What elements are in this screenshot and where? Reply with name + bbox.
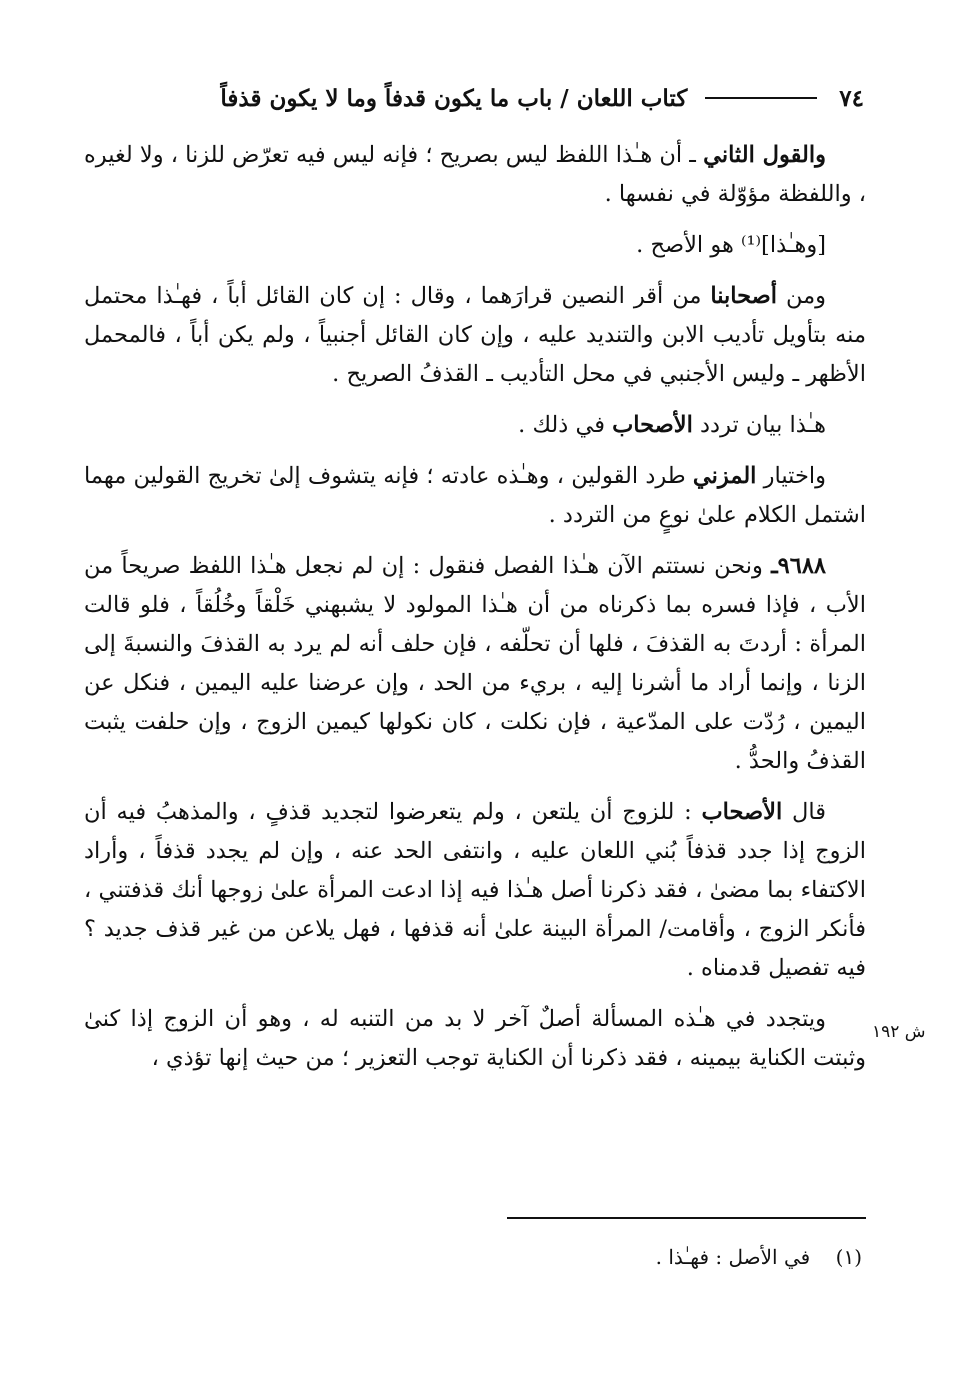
paragraph-text: [وهـٰذا]⁽¹⁾ هو الأصح . <box>636 232 826 258</box>
paragraph-most-correct <box>84 226 866 265</box>
paragraph-section-9688 <box>84 547 866 781</box>
bold-term: الأصحاب <box>612 412 693 438</box>
paragraph-lead-text: واختيار <box>756 463 826 489</box>
paragraph-second-opinion <box>84 136 866 214</box>
paragraph-our-companions <box>84 277 866 394</box>
paragraph-text: ـ أن هـٰذا اللفظ ليس بصريح ؛ فإنه ليس فيه تعرّض للزنا ، ولا لغيره ، واللفظة مؤوّلة في نفسها . <box>84 142 866 207</box>
paragraph-text: ونحن نستتم الآن هـٰذا الفصل فنقول : إن لم نجعل هـٰذا اللفظ صريحاً من الأب ، فإذا فسره بما ذكرناه من أن هـٰذا المولود لا يشبهني خَلْقاً وخُلُقاً ، فلو قالت المرأة : أردتَ به القذفَ ، فلها أن تحلّفه ، فإن حلف أنه لم يرد به القذفَ والنسبةَ إلى الزنا ، وإنما أراد ما أشرنا إليه ، بريء من الحد ، وإن عرضنا عليه اليمين ، فنكل عن اليمين ، رُدّت على المدّعية ، فإن نكلت ، كان نكولها كيمين الزوج ، وإن حلفت يثبت القذفُ والحدُّ . <box>84 553 866 774</box>
paragraph-muzani-choice <box>84 457 866 535</box>
main-text <box>84 136 866 1090</box>
bold-term: أصحابنا <box>710 283 777 309</box>
paragraph-lead-text: هـٰذا بيان تردد <box>692 412 826 438</box>
header-rule <box>705 97 817 99</box>
paragraph-text: في ذلك . <box>518 412 613 438</box>
footnote-rule <box>507 1217 866 1219</box>
bold-term: الأصحاب <box>701 799 783 825</box>
paragraph-text: من أقر النصين قرارَهما ، وقال : إن كان القائل أباً ، فهـٰذا محتمل منه بتأويل تأديب الابن والتنديد عليه ، وإن كان القائل أجنبياً ، ولم يكن أباً ، فالمحمل الأظهر ـ وليس الأجنبي في محل التأديب ـ القذفُ الصريح . <box>84 283 866 387</box>
footnote-marker: (١) <box>835 1245 862 1269</box>
footnote-text: في الأصل : فهـٰذا . <box>655 1245 811 1269</box>
paragraph-text: ويتجدد في هـٰذه المسألة أصلٌ آخر لا بد من التنبه له ، وهو أن الزوج إذا كنىٰ وثبتت الكناية بيمينه ، فقد ذكرنا أن الكناية توجب التعزير ؛ من حيث إنها تؤذي ، <box>84 1006 866 1071</box>
running-title: كتاب اللعان / باب ما يكون قدفاً وما لا يكون قذفاً <box>220 84 688 112</box>
bold-term: والقول الثاني <box>703 142 826 168</box>
paragraph-another-principle <box>84 1000 866 1078</box>
manuscript-folio-note: ش ١٩٢ <box>872 1022 926 1042</box>
running-header <box>88 78 864 118</box>
paragraph-text: طرد القولين ، وهـٰذه عادته ؛ فإنه يتشوف إلىٰ تخريج القولين مهما اشتمل الكلام علىٰ نوعٍ من التردد . <box>84 463 866 528</box>
page-number: ٧٤ <box>839 84 864 112</box>
paragraph-text: : للزوج أن يلتعن ، ولم يتعرضوا لتجديد قذفٍ ، والمذهبُ فيه أن الزوج إذا جدد قذفاً بُني اللعان عليه ، وانتفى الحد عنه ، وإن لم يجدد قذفاً ، وأراد الاكتفاء بما مضىٰ ، فقد ذكرنا أصل هـٰذا فيه إذا ادعت المرأة علىٰ زوجها أنك قذفتني ، فأنكر الزوج ، وأقامت/ المرأة البينة علىٰ أنه قذفها ، فهل يلاعن من غير قذف جديد ؟ فيه تفصيل قدمناه . <box>84 799 866 981</box>
paragraph-companions-said <box>84 793 866 988</box>
paragraph-companions-hesitation <box>84 406 866 445</box>
paragraph-lead-text: ومن <box>777 283 827 309</box>
paragraph-lead-text: قال <box>782 799 826 825</box>
section-number: ٩٦٨٨ـ <box>771 553 826 579</box>
bold-term: المزني <box>692 463 757 489</box>
footnote <box>500 1242 862 1272</box>
